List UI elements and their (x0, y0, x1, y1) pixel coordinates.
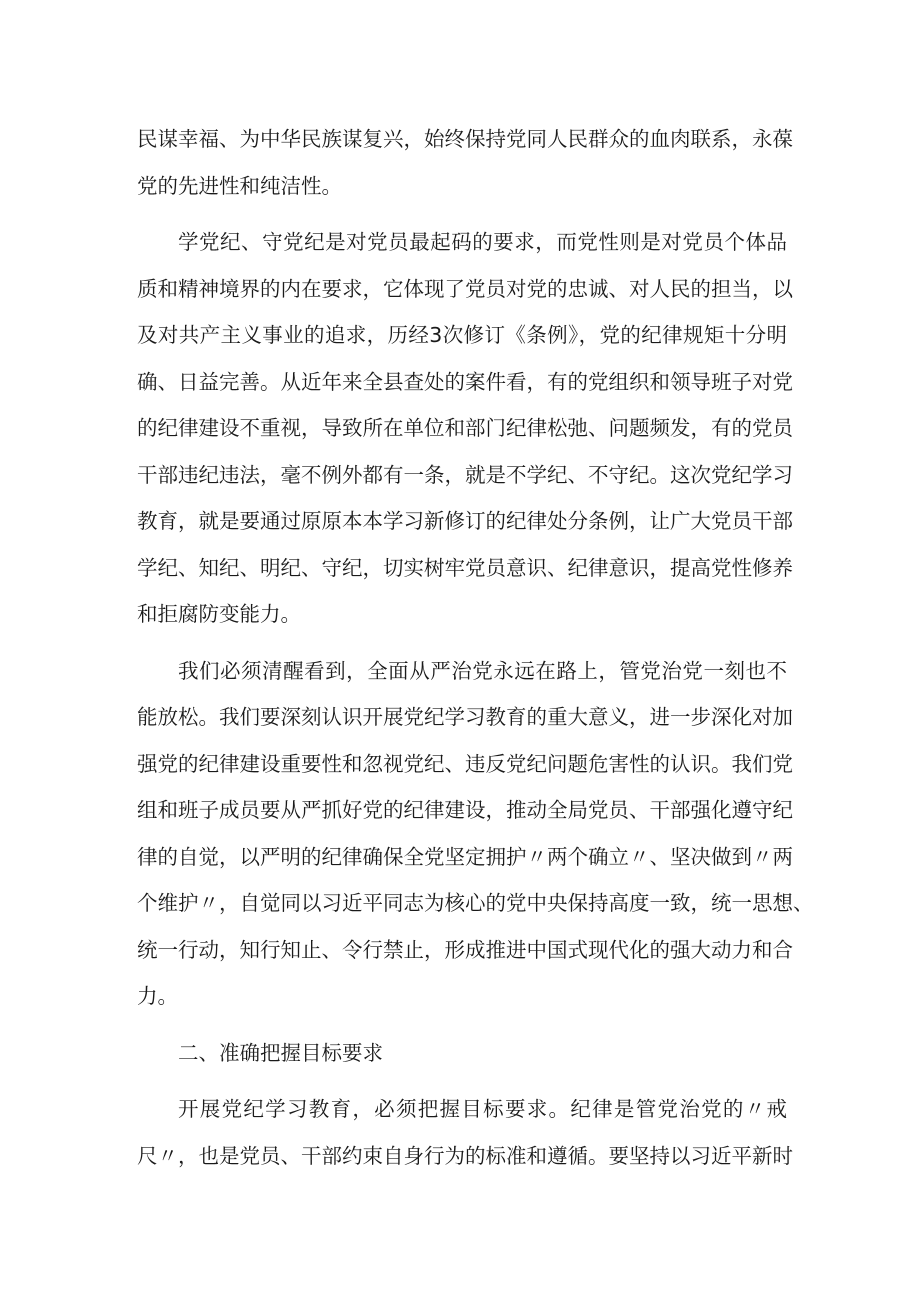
text-line: 民谋幸福、为中华民族谋复兴，始终保持党同人民群众的血肉联系，永葆 (137, 127, 793, 151)
text-line: 力。 (137, 984, 178, 1008)
text-line: 尺〃，也是党员、干部约束自身行为的标准和遵循。要坚持以习近平新时 (137, 1143, 793, 1168)
text-line: 强党的纪律建设重要性和忽视党纪、违反党纪问题危害性的认识。我们党 (137, 751, 793, 776)
text-line: 党的先进性和纯洁性。 (137, 173, 342, 198)
section-heading (137, 1030, 787, 1077)
paragraph (137, 1086, 793, 1179)
text-line: 统一行动，知行知止、令行禁止，形成推进中国式现代化的强大动力和合 (137, 937, 793, 962)
text-line: 学党纪、守党纪是对党员最起码的要求，而党性则是对党员个体品 (178, 230, 787, 254)
text-line: 我们必须清醒看到，全面从严治党永远在路上，管党治党一刻也不 (178, 658, 787, 683)
paragraph (137, 219, 793, 638)
text-line: 及对共产主义事业的追求，历经3次修订《条例》，党的纪律规矩十分明 (137, 323, 787, 347)
heading-text: 二、准确把握目标要求 (178, 1040, 383, 1065)
document-body (137, 116, 814, 1179)
text-line: 的纪律建设不重视，导致所在单位和部门纪律松弛、问题频发，有的党员 (137, 416, 793, 440)
text-line: 教育，就是要通过原原本本学习新修订的纪律处分条例，让广大党员干部 (137, 509, 793, 533)
text-line: 组和班子成员要从严抓好党的纪律建设，推动全局党员、干部强化遵守纪 (137, 798, 793, 822)
text-line: 质和精神境界的内在要求，它体现了党员对党的忠诚、对人民的担当，以 (137, 276, 793, 301)
text-line: 干部违纪违法，毫不例外都有一条，就是不学纪、不守纪。这次党纪学习 (137, 462, 793, 487)
text-line: 能放松。我们要深刻认识开展党纪学习教育的重大意义，进一步深化对加 (137, 705, 793, 729)
text-line: 个维护〃，自觉同以习近平同志为核心的党中央保持高度一致，统一思想、 (137, 891, 814, 915)
paragraph (137, 648, 814, 1020)
paragraph (137, 116, 793, 209)
text-line: 确、日益完善。从近年来全县查处的案件看，有的党组织和领导班子对党 (137, 369, 793, 394)
text-line: 律的自觉，以严明的纪律确保全党坚定拥护〃两个确立〃、坚决做到〃两 (137, 844, 793, 869)
text-line: 学纪、知纪、明纪、守纪，切实树牢党员意识、纪律意识，提高党性修养 (137, 555, 793, 580)
text-line: 开展党纪学习教育，必须把握目标要求。纪律是管党治党的〃戒 (178, 1097, 787, 1121)
text-line: 和拒腐防变能力。 (137, 602, 301, 626)
